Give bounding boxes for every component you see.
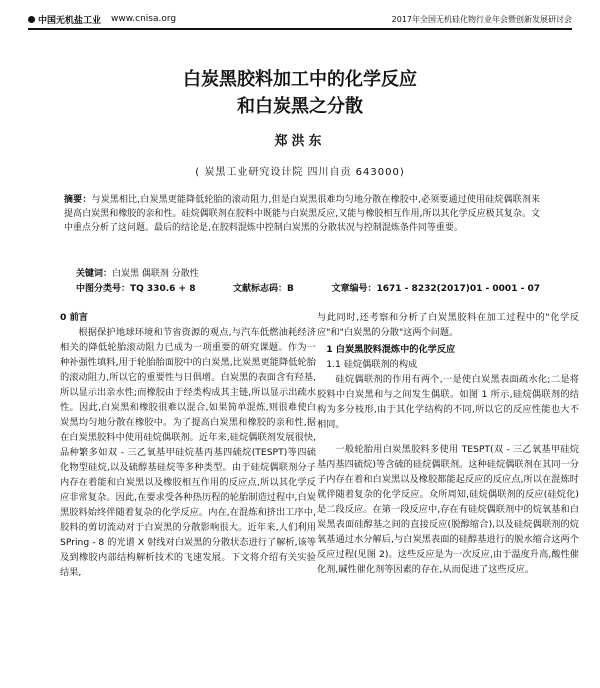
article-number: 文章编号：1671 - 8232(2017)01 - 0001 - 07 xyxy=(331,284,540,294)
conference-name: 2017年全国无机硅化物行业年会暨创新发展研讨会 xyxy=(391,14,572,24)
author: 郑洪东 xyxy=(274,134,326,149)
abstract xyxy=(64,193,540,235)
article-title xyxy=(0,66,600,120)
section-heading-intro: 0 前言 xyxy=(60,312,88,323)
clc-number: 中图分类号：TQ 330.6 + 8 xyxy=(76,284,196,294)
journal-logo xyxy=(28,13,101,26)
document-code: 文献标志码：B xyxy=(233,284,294,294)
classification-line xyxy=(76,281,540,294)
paragraph-intro: 根据保护地球环境和节省资源的观点,与汽车低燃油耗经济相关的降低轮胎滚动阻力已成为一项重要的研究课题。作为一种补强性填料,用于轮胎胎面胶中的白炭黑,比炭黑更能降低轮胎的滚动阻力,所以它的重要性与日俱增。白炭黑的表面含有羟基,所以显示出亲水性;而橡胶由于经类构成其主链,所以显示出疏水性。因此,白炭黑和橡胶很难以混合,如果简单混炼,则很难使白炭黑均匀地分散在橡胶中。为了提高白炭黑和橡胶的亲和性,据在白炭黑胶料中使用硅烷偶联剂。近年来,硅烷偶联剂发展很快,品种繁多如双 - 三乙氧基甲硅烷基丙基四硫烷(TESPT)等四硫化物型硅烷,以及硫醇基硅烷等多种类型。由于硅烷偶联剂分子内存在着能和白炭黑以及橡胶相互作用的反应点,所以其化学反应非常复杂。因此,在要求受各种热历程的轮胎制造过程中,白炭黑胶料始终伴随着复杂的化学反应。内在,在混炼和挤出工序中,胶料的剪切流动对于白炭黑的分散影响很大。近年来,人们利用 SPring - 8 的光谱 X 射线对白炭黑的分散状态进行了解析,该等及到橡胶内部结构解析技术的飞速发展。下文将介绍有关实验结果, xyxy=(60,327,316,578)
affiliation: ( 炭黑工业研究设计院 四川自贡 643000) xyxy=(195,167,405,178)
bullet-icon xyxy=(28,16,35,23)
title-line-2: 和白炭黑之分散 xyxy=(237,96,363,117)
running-header xyxy=(28,10,572,30)
paragraph-gap xyxy=(317,432,579,442)
abstract-label: 摘要： xyxy=(64,195,92,205)
abstract-text: 与炭黑相比,白炭黑更能降低轮胎的滚动阻力,但是白炭黑很难均匀地分散在橡胶中,必须要通过使用硅烷偶联剂来提高白炭黑和橡胶的亲和性。硅烷偶联剂在胶料中既能与白炭黑反应,又能与橡胶相互作用,所以其化学反应极其复杂。文中重点分析了这问题。最后的结论是,在胶料混炼中控制白炭黑的分散状况与控制混炼条件同等重要。 xyxy=(64,195,540,233)
running-header-left xyxy=(28,13,176,26)
section-heading-1: 1 白炭黑胶料混炼中的化学反应 xyxy=(326,344,456,355)
left-column xyxy=(60,310,316,580)
keywords xyxy=(76,266,199,279)
journal-url: www.cnisa.org xyxy=(111,14,177,24)
paragraph-coupling-agent: 硅烷偶联剂的作用有两个,一是使白炭黑表面疏水化;二是将胶料中白炭黑和与之间发生偶联。如图 1 所示,硅烷偶联剂的结构为多分枝形,由于其化学结构的不同,所以它的反应性能也大不相同。 xyxy=(317,374,579,430)
paragraph-tespt: 一般轮胎用白炭黑胶料多使用 TESPT(双 - 三乙氧基甲硅烷基丙基四硫烷)等含硫的硅烷偶联剂。这种硅烷偶联剂在其同一分子内存在着和白炭黑以及橡胶都能起反应的反应点,所以在混炼时就伴随着复杂的化学反应。众所周知,硅烷偶联剂的反应(硅烷化)是二段反应。在第一段反应中,存在有硅烷偶联剂中的烷氧基和白炭黑表面硅醇基之间的直接反应(脱醇缩合),以及硅烷偶联剂的烷氧基通过水分解后,与白炭黑表面的硅醇基进行的脱水缩合这两个反应过程(见图 2)。这些反应是为一次反应,由于温度升高,酸性催化剂,碱性催化剂等因素的存在,从而促进了这些反应。 xyxy=(317,444,579,575)
title-line-1: 白炭黑胶料加工中的化学反应 xyxy=(183,69,417,90)
right-column xyxy=(317,310,579,577)
section-heading-1-1: 1.1 硅烷偶联剂的构成 xyxy=(326,359,418,370)
journal-name: 中国无机盐工业 xyxy=(38,15,102,26)
keywords-text: 白炭黑 偶联剂 分散性 xyxy=(112,269,199,279)
paragraph-continued: 与此同时,还考察和分析了白炭黑胶料在加工过程中的"化学反应"和"白炭黑的分散"这两个问题。 xyxy=(317,312,579,338)
keywords-label: 关键词： xyxy=(76,269,113,279)
